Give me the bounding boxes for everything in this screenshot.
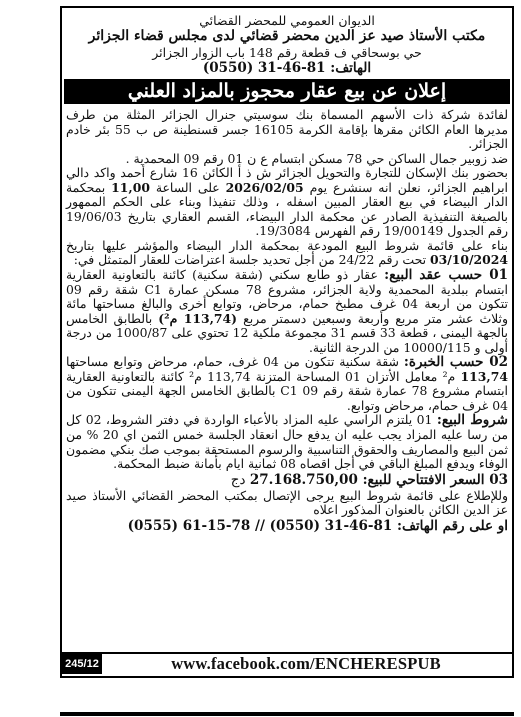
opening-price (66, 472, 508, 489)
section-expertise-area: 113,74 (460, 368, 508, 384)
ad-footer (62, 652, 512, 676)
section-expertise-text-b: م² معامل الأتزان 01 المساحة المتزنة 113,74 م² كائنة بالتعاونية العقارية ابتسام مشروع 78 عمارة شقة رقم 09 C1 بالطابق الخامس الجهة اليمنى تتكون من 04 غرف حمام، مرحاض وتوابع. (66, 368, 508, 413)
creditor-paragraph: لفائدة شركة ذات الأسهم المسماة بنك سوسيتي جنرال الجزائر المثلة من طرف مديرها العام الكائن مقرها بإقامة الكرمة 16105 جسر قسنطينة ص ب 55 بئر خادم الجزائر. (66, 107, 509, 152)
notice-title-banner: إعلان عن بيع عقار محجوز بالمزاد العلني (64, 79, 510, 104)
office-phone: الهاتف: 81-46-31 (0550) (202, 60, 372, 76)
auction-date-paragraph (66, 166, 508, 239)
section-sale-contract-area: (113,74 م²) (158, 310, 238, 326)
section-sale-contract-title: 01 حسب عقد البيع: (384, 267, 508, 284)
sale-conditions-title: شروط البيع: (436, 412, 508, 429)
opening-price-label: 03 السعر الافتتاحي للبيع: (362, 471, 508, 488)
contact-phones-label: او على رقم الهاتف: (392, 517, 508, 534)
auction-time: 11,00 (111, 179, 150, 195)
debtor-paragraph: ضد زوبير جمال الساكن حي 78 مسكن ابتسام ع ن 01 رقم 09 المحمدية . (125, 150, 508, 166)
auction-text-b: على الساعة (149, 179, 226, 195)
filing-text-a: بناء على قائمة شروط البيع المودعة بمحكمة الدار البيضاء والمؤشر عليها بتاريخ (66, 237, 508, 253)
auction-text-a: بحضور بنك الإسكان للتجارة والتحويل الجزائر ش ذ أ الكائن 16 شارع أحمد واكد دالي ابراهيم الجزائر، نعلن انه سنشرع يوم (66, 165, 508, 195)
notice-body (66, 108, 508, 534)
section-expertise-text-a: شقة سكنية تتكون من 04 غرف، حمام، مرحاض وتوابع مساحتها (66, 354, 404, 370)
office-name: مكتب الأستاذ صيد عز الدين محضر قضائي لدى مجلس قضاء الجزائر (88, 28, 486, 44)
page-divider (60, 712, 514, 716)
opening-price-currency: دج (230, 471, 250, 488)
contact-phone-2: 78-15-61 (0555) (127, 517, 251, 534)
section-expertise-title: 02 حسب الخبرة: (403, 354, 509, 371)
ad-reference-number: 245/12 (62, 654, 102, 674)
filing-date: 03/10/2024 (429, 252, 508, 268)
conditions-filing-paragraph (66, 239, 508, 268)
ad-content (66, 8, 508, 534)
office-address: حي بوسحاقي ف قطعة رقم 148 باب الزوار الجزائر (152, 45, 422, 60)
contact-phones (66, 518, 508, 534)
closing-paragraph: وللإطلاع على قائمة شروط البيع يرجى الإتصال بمكتب المحضر القضائي الأستاذ صيد عز الدين الكائن بالعنوان المذكور اعلاه (66, 487, 508, 518)
section-sale-contract (66, 268, 508, 355)
section-sale-contract-text-a: عقار ذو طابع سكني (شقة سكنية) كائنة بالتعاونية العقارية ابتسام ببلدية المحمدية ولاية الجزائر، مشروع 78 مسكن عمارة C1 شقة رقم 09 تتكون من اربعة 04 غرف مطبخ حمام، مرحاض، وتوابع أخرى والبالغ مساحتها مائة وثلاث عشر متر مربع وأربعة وسبعين دسمتر مربع (66, 267, 508, 326)
auction-text-c: بمحكمة الدار البيضاء في بيع العقار المبين اسفله ، وذلك تنفيذا وبناء على الحكم الممهور بالصيغة التنفيذية الصادر عن محكمة الدار البيضاء، القسم العقاري بتاريخ 19/06/03 رقم الجدول 19/00149 رقم الفهرس 19/3084. (66, 179, 508, 239)
auction-date: 2026/02/05 (225, 179, 304, 195)
office-header-line: الديوان العمومي للمحضر القضائي (199, 13, 375, 28)
contact-phone-1: 81-46-31 (0550) // (250, 517, 393, 534)
legal-notice-ad (60, 6, 514, 678)
facebook-link[interactable]: www.facebook.com/ENCHERESPUB (171, 654, 441, 673)
sale-conditions (66, 413, 508, 471)
opening-price-value: 27.168.750,00 (249, 471, 363, 488)
sale-conditions-text: 01 يلتزم الراسي عليه المزاد بالأعباء الواردة في دفتر الشروط، 02 كل من رسا عليه المزاد يجب عليه ان يدفع حال انعقاد الجلسة خمس الثمن اي 20 % من ثمن البيع والمصاريف والحقوق التناسبية والرسوم المستحقة بموجب صك بنكي مضمون الوفاء ويدفع المبلغ الباقي في أجل اقصاه 08 ثمانية ايام بأمانة ضبط المحكمة. (66, 412, 508, 472)
filing-text-b: تحت رقم 24/22 من أجل تحديد جلسة اعتراضات للعقار المتمثل في: (73, 252, 430, 268)
section-sale-contract-text-b: بالطابق الخامس بالجهة اليمنى ، قطعة 33 قسم 31 مجموعة ملكية 12 تحتوي على 1000/87 من درجة أولى و 10000/115 من الدرجة الثانية. (66, 310, 508, 355)
section-expertise (66, 355, 508, 413)
